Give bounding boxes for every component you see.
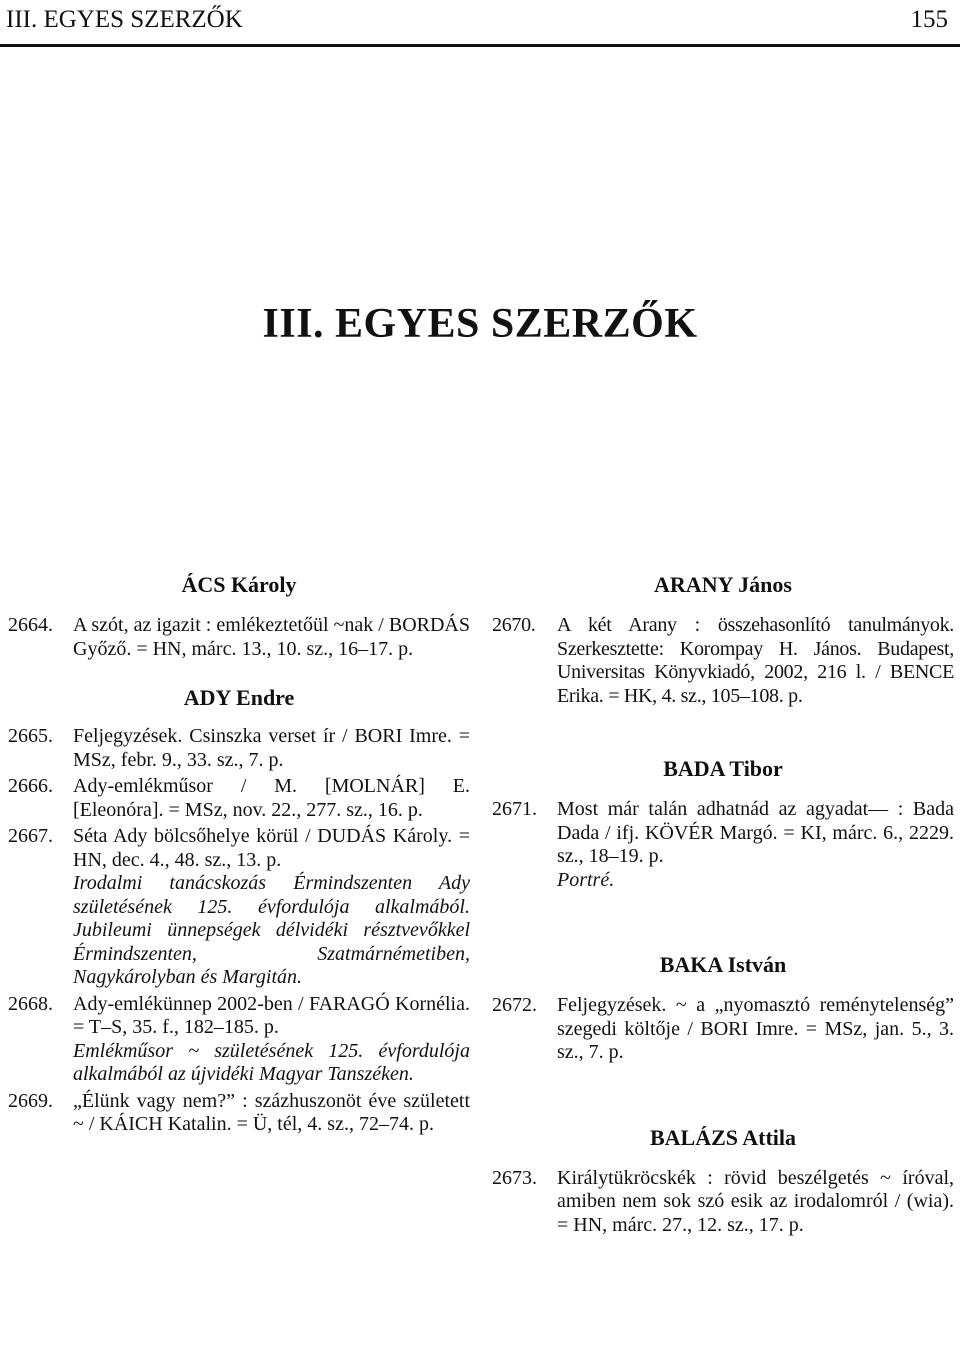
entry-number: 2669. — [8, 1089, 53, 1112]
author-heading: ARANY János — [654, 572, 792, 597]
entry-number: 2666. — [8, 775, 53, 797]
entry-number: 2671. — [492, 798, 537, 820]
entry-text: A szót, az igazit : emlékeztetőül ~nak / BORDÁS Győző. = HN, márc. 13., 10. sz., 16–17. p. — [73, 614, 470, 660]
entry-annotation: Portré. — [557, 868, 615, 891]
author-heading: BADA Tibor — [663, 756, 783, 781]
entry-number: 2664. — [8, 614, 53, 636]
entry-text: Királytükröcskék : rövid beszélgetés ~ íróval, amiben nem sok szó esik az irodalomról / (wia). = HN, márc. 27., 12. sz., 17. p. — [557, 1166, 954, 1236]
bibliography-entry — [492, 1167, 954, 1238]
bibliography-entry — [8, 725, 470, 772]
entry-text: Most már talán adhatnád az agyadat— : Bada Dada / ifj. KÖVÉR Margó. = KI, márc. 6., 2229. sz., 18–19. p. — [557, 798, 954, 867]
entry-text: Feljegyzések. Csinszka verset ír / BORI Imre. = MSz, febr. 9., 33. sz., 7. p. — [73, 725, 470, 771]
bibliography-entry — [492, 994, 954, 1065]
entry-number: 2673. — [492, 1166, 537, 1189]
entry-annotation: Emlékműsor ~ születésének 125. évfordulója alkalmából az újvidéki Magyar Tanszéken. — [73, 1039, 470, 1085]
entry-number: 2667. — [8, 825, 53, 847]
entry-text: Ady-emlékünnep 2002-ben / FARAGÓ Kornélia. = T–S, 35. f., 182–185. p. — [73, 992, 470, 1038]
entry-annotation: Irodalmi tanácskozás Érmindszenten Ady születésének 125. évfordulója alkalmából. Jubileumi ünnepségek délvidéki résztvevőkkel Érmindszenten, Szatmárnémetiben, Nagykárolyban és Margitán. — [73, 872, 470, 988]
entry-number: 2672. — [492, 994, 537, 1016]
left-column — [8, 568, 470, 1137]
bibliography-entry — [8, 993, 470, 1087]
entry-number: 2668. — [8, 992, 53, 1015]
page-number: 155 — [910, 6, 948, 33]
author-heading: BALÁZS Attila — [649, 1124, 797, 1150]
entry-number: 2670. — [492, 614, 536, 636]
bibliography-entry — [492, 798, 954, 892]
author-heading: ÁCS Károly — [181, 572, 297, 597]
header-rule — [0, 44, 960, 47]
author-heading: ADY Endre — [183, 685, 295, 710]
author-heading: BAKA István — [659, 952, 787, 977]
entry-text: A két Arany : összehasonlító tanulmányok. Szerkesztette: Korompay H. János. Budapest, Universitas Könyvkiadó, 2002, 216 l. / BENCE Erika. = HK, 4. sz., 105–108. p. — [557, 614, 954, 707]
right-column — [492, 568, 954, 1237]
running-header-title: III. EGYES SZERZŐK — [6, 6, 243, 33]
entry-text: Séta Ady bölcsőhelye körül / DUDÁS Károly. = HN, dec. 4., 48. sz., 13. p. — [73, 825, 470, 871]
bibliography-entry — [8, 775, 470, 822]
entry-text: Feljegyzések. ~ a „nyomasztó reménytelenség” szegedi költője / BORI Imre. = MSz, jan. 5., 3. sz., 7. p. — [557, 994, 954, 1063]
entry-number: 2665. — [8, 725, 53, 747]
section-title: III. EGYES SZERZŐK — [262, 301, 698, 347]
bibliography-entry — [492, 614, 954, 708]
bibliography-entry — [8, 614, 470, 661]
running-header — [0, 4, 960, 44]
entry-text: „Élünk vagy nem?” : százhuszonöt éve született ~ / KÁICH Katalin. = Ü, tél, 4. sz., 72–74. p. — [73, 1089, 470, 1135]
entry-text: Ady-emlékműsor / M. [MOLNÁR] E. [Eleonóra]. = MSz, nov. 22., 277. sz., 16. p. — [73, 775, 470, 821]
bibliography-entry — [8, 1090, 470, 1137]
bibliography-entry — [8, 825, 470, 990]
